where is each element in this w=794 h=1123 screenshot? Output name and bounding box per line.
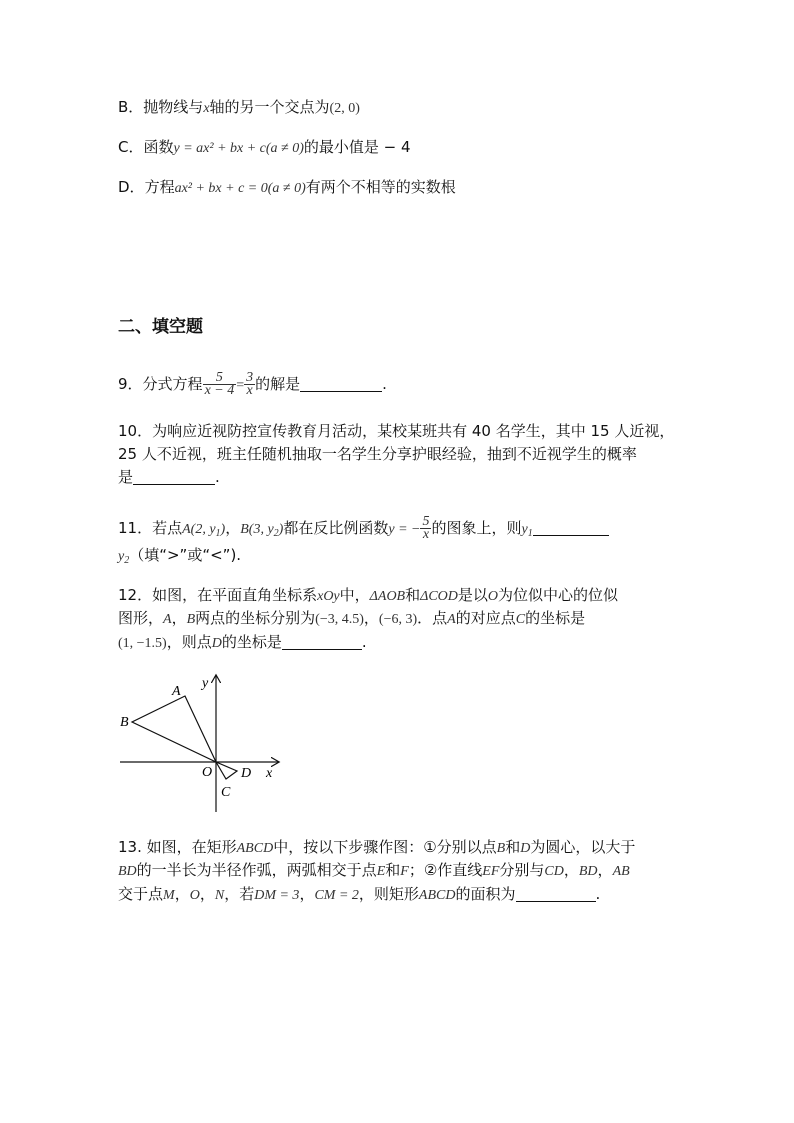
label-c: C — [221, 785, 231, 800]
question-13-line-2: BD的一半长为半径作弧，两弧相交于点E和F；②作直线EF分别与CD，BD，AB — [118, 861, 630, 879]
question-10-line-1: 10．为响应近视防控宣传教育月活动，某校某班共有 40 名学生，其中 15 人近视， — [118, 422, 675, 440]
answer-blank[interactable] — [533, 519, 609, 536]
label-o: O — [202, 765, 213, 780]
question-12-line-1: 12．如图，在平面直角坐标系xOy中，ΔAOB和ΔCOD是以O为位似中心的位似 — [118, 586, 619, 604]
fraction: $\frac{5}{x - 4}$ — [204, 370, 235, 398]
fraction: $\frac{5}{x}$ — [422, 514, 430, 542]
question-12-line-3: (1, −1.5)，则点D的坐标是 . — [118, 633, 367, 651]
question-11-line-2: $y_2$（填“>”或“<”). — [118, 546, 242, 566]
answer-blank[interactable] — [133, 468, 215, 485]
answer-blank[interactable] — [282, 633, 362, 650]
option-c: C．函数y = ax² + bx + c(a ≠ 0)的最小值是 − 4 — [118, 138, 411, 156]
question-11-line-1: 11．若点A(2, $y_1$)，B(3, $y_2$)都在反比例函数y = − $\frac{5}{x}$ 的图象上，则$y_1$ — [118, 516, 609, 545]
question-10-line-3: 是 . — [118, 468, 220, 486]
question-10-line-2: 25 人不近视，班主任随机抽取一名学生分享护眼经验，抽到不近视学生的概率 — [118, 445, 637, 463]
question-9: 9．分式方程 $\frac{5}{x - 4}$ = $\frac{3}{x}$ 的解是 . — [118, 370, 387, 398]
label-b: B — [120, 715, 129, 730]
coordinate-figure — [108, 668, 288, 818]
triangle-aob — [132, 696, 216, 762]
answer-blank[interactable] — [300, 375, 382, 392]
label-d: D — [241, 766, 252, 781]
triangle-cod — [216, 762, 237, 779]
option-d: D．方程ax² + bx + c = 0(a ≠ 0)有两个不相等的实数根 — [118, 178, 456, 196]
label-x: x — [266, 766, 273, 781]
option-b: B．抛物线与x轴的另一个交点为(2, 0) — [118, 98, 360, 116]
answer-blank[interactable] — [516, 885, 596, 902]
label-a: A — [172, 684, 181, 699]
question-13-line-1: 13. 如图，在矩形ABCD中，按以下步骤作图：①分别以点B和D为圆心，以大于 — [118, 838, 636, 856]
section-heading: 二、填空题 — [118, 317, 203, 337]
question-12-line-2: 图形，A，B两点的坐标分别为(−3, 4.5)，(−6, 3)．点A的对应点C的坐标是 — [118, 609, 586, 627]
fraction: $\frac{3}{x}$ — [246, 370, 254, 398]
question-13-line-3: 交于点M，O，N，若DM = 3，CM = 2，则矩形ABCD的面积为 . — [118, 885, 601, 903]
label-y: y — [202, 676, 209, 691]
